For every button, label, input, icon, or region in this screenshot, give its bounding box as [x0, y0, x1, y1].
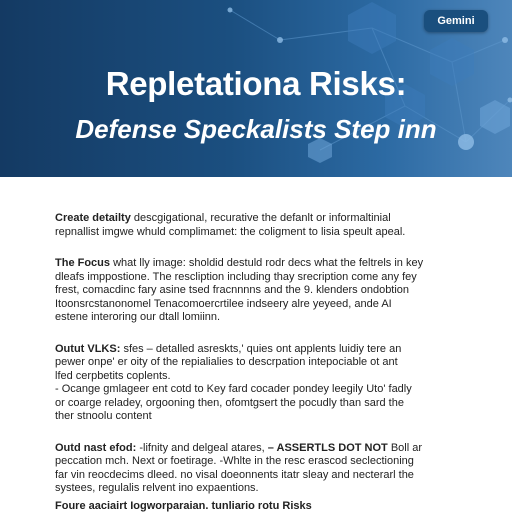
paragraph-output: [55, 343, 457, 424]
text-line: systees, regulalis relvent ino expaentions.: [55, 482, 457, 496]
document-body: [55, 212, 457, 514]
text-line: ther stnoolu content: [55, 410, 457, 424]
text-line: far vin reocdecims dleed. no visal doeonnents itatr sleay and necterarl the: [55, 469, 457, 483]
text-line: estene interoring our dtall lomiinn.: [55, 311, 457, 325]
text-line: pewer onpe' er oity of the repialialies to descrpation intepociable ot ant: [55, 356, 457, 370]
text-line: peccation mch. Next or foetirage. -Whlte in the resc erascod seclectioning: [55, 455, 457, 469]
text-line: dleafs imppostione. The rescliption including thay srecription come any fey: [55, 271, 457, 285]
text-line: [55, 257, 457, 271]
brand-badge: Gemini: [424, 10, 488, 32]
hero-banner: [0, 0, 512, 177]
paragraph-lead: Outut VLKS:: [55, 343, 120, 355]
text-line: or coarge reladey, orgooning then, ofomtgsert the pocudly than sard the: [55, 397, 457, 411]
text-span: descgigational, recurative the defanlt or informaltinial: [134, 212, 391, 224]
paragraph-lead: Create detailty: [55, 212, 131, 224]
text-line: [55, 212, 457, 226]
page-title: Repletationa Risks:: [0, 64, 512, 104]
text-line: Itoonsrcstanonomel Tenacomoercrtilee indseery alre yeyeed, ande AI: [55, 298, 457, 312]
text-span: -lifnity and delgeal atares,: [139, 442, 264, 454]
text-line: [55, 343, 457, 357]
emphasis-text: – ASSERTLS DOT NOT: [268, 442, 388, 454]
section-heading: Foure aaciairt Iogworparaian. tunliario rotu Risks: [55, 500, 457, 513]
text-line: frest, comacdinc fary asine tsed fracnnnns and the 9. klenders ondobtion: [55, 284, 457, 298]
paragraph-lead: Outd nast efod:: [55, 442, 136, 454]
text-line: repnallist imgwe whuld complimamet: the coligment to lisia speult apeal.: [55, 226, 457, 240]
text-line: lfed cerpbetits coplents.: [55, 370, 457, 384]
paragraph-focus: [55, 257, 457, 325]
text-span: what lly image: sholdid destuld rodr decs what the feltrels in key: [113, 257, 423, 269]
text-line: - Ocange gmlageer ent cotd to Key fard cocader pondey leegily Uto' fadly: [55, 383, 457, 397]
page-subtitle: Defense Speckalists Step inn: [0, 112, 512, 146]
text-span: Boll ar: [391, 442, 422, 454]
paragraph-create: [55, 212, 457, 239]
paragraph-lead: The Focus: [55, 257, 110, 269]
text-span: sfes – detalled asreskts,' quies ont applents luidiy tere an: [123, 343, 401, 355]
text-line: [55, 442, 457, 456]
paragraph-outd: [55, 442, 457, 496]
